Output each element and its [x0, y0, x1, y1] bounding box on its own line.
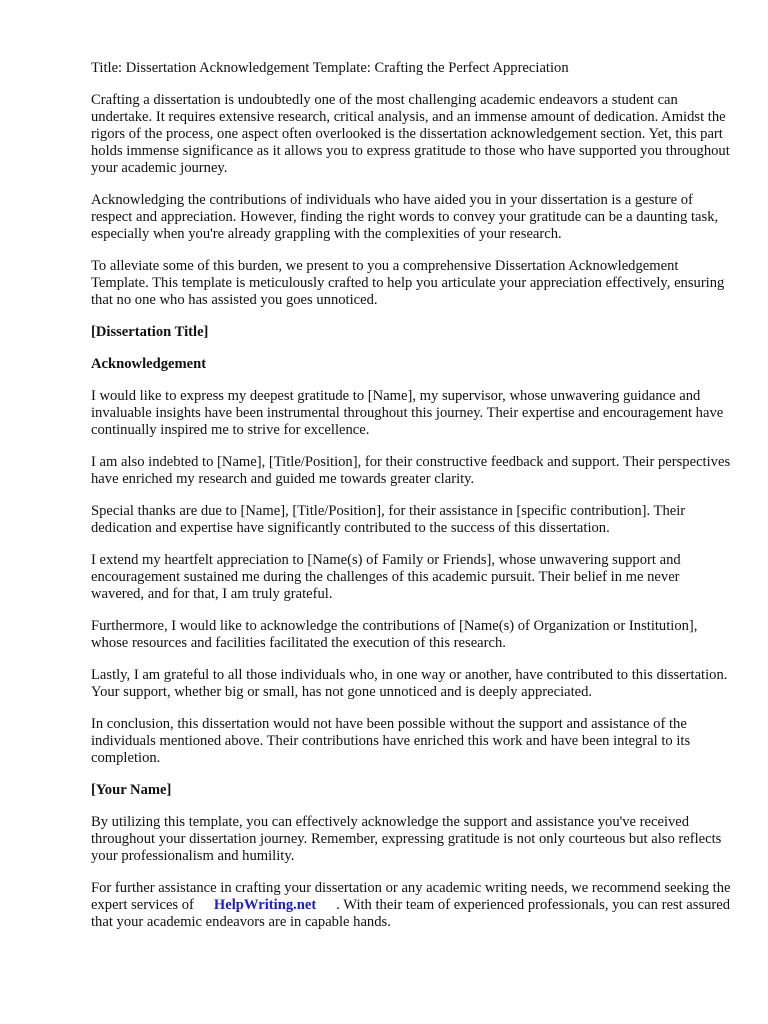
- final-text-after: . With their team of experienced professionals, you can rest assured that your academic endeavors are in capable hands.: [91, 897, 731, 930]
- acknowledgement-paragraph: In conclusion, this dissertation would not have been possible without the support and assistance of the individuals mentioned above. Their contributions have enriched this work and have been integral to its completion.: [91, 716, 691, 766]
- document-page: [91, 60, 731, 946]
- helpwriting-link[interactable]: HelpWriting.net: [213, 897, 317, 913]
- acknowledgement-paragraph: I extend my heartfelt appreciation to [Name(s) of Family or Friends], whose unwavering support and encouragement sustained me during the challenges of this academic pursuit. Their belief in me never wavered, and for that, I am truly grateful.: [91, 552, 681, 602]
- acknowledgement-paragraph: Special thanks are due to [Name], [Title/Position], for their assistance in [specific contribution]. Their dedication and expertise have significantly contributed to the success of this dissertation.: [91, 503, 686, 536]
- intro-paragraph: Crafting a dissertation is undoubtedly one of the most challenging academic endeavors a student can undertake. It requires extensive research, critical analysis, and an immense amount of dedication. Amidst the rigors of the process, one aspect often overlooked is the dissertation acknowledgement section. Yet, this part holds immense significance as it allows you to express gratitude to those who have supported you throughout your academic journey.: [91, 92, 730, 176]
- document-title: Title: Dissertation Acknowledgement Template: Crafting the Perfect Appreciation: [91, 60, 569, 76]
- closing-paragraph: By utilizing this template, you can effectively acknowledge the support and assistance you've received throughout your dissertation journey. Remember, expressing gratitude is not only courteous but also reflects your professionalism and humility.: [91, 814, 722, 864]
- acknowledgement-heading: Acknowledgement: [91, 356, 207, 372]
- acknowledgement-paragraph: Lastly, I am grateful to all those individuals who, in one way or another, have contributed to this dissertation. Your support, whether big or small, has not gone unnoticed and is deeply appreciated.: [91, 667, 728, 700]
- final-text-before: For further assistance in crafting your dissertation or any academic writing needs, we recommend seeking the expert services of: [91, 880, 731, 913]
- intro-paragraph: To alleviate some of this burden, we present to you a comprehensive Dissertation Acknowledgement Template. This template is meticulously crafted to help you articulate your appreciation effectively, ensuring that no one who has assisted you goes unnoticed.: [91, 258, 725, 308]
- acknowledgement-paragraph: Furthermore, I would like to acknowledge the contributions of [Name(s) of Organization or Institution], whose resources and facilities facilitated the execution of this research.: [91, 618, 698, 651]
- intro-paragraph: Acknowledging the contributions of individuals who have aided you in your dissertation is a gesture of respect and appreciation. However, finding the right words to convey your gratitude can be a daunting task, especially when you're already grappling with the complexities of your research.: [91, 192, 719, 242]
- signature-placeholder: [Your Name]: [91, 782, 172, 798]
- dissertation-title-placeholder: [Dissertation Title]: [91, 324, 209, 340]
- acknowledgement-paragraph: I would like to express my deepest gratitude to [Name], my supervisor, whose unwavering guidance and invaluable insights have been instrumental throughout this journey. Their expertise and encouragement have continually inspired me to strive for excellence.: [91, 388, 724, 438]
- final-paragraph: [91, 880, 731, 931]
- acknowledgement-paragraph: I am also indebted to [Name], [Title/Position], for their constructive feedback and support. Their perspectives have enriched my research and guided me towards greater clarity.: [91, 454, 731, 487]
